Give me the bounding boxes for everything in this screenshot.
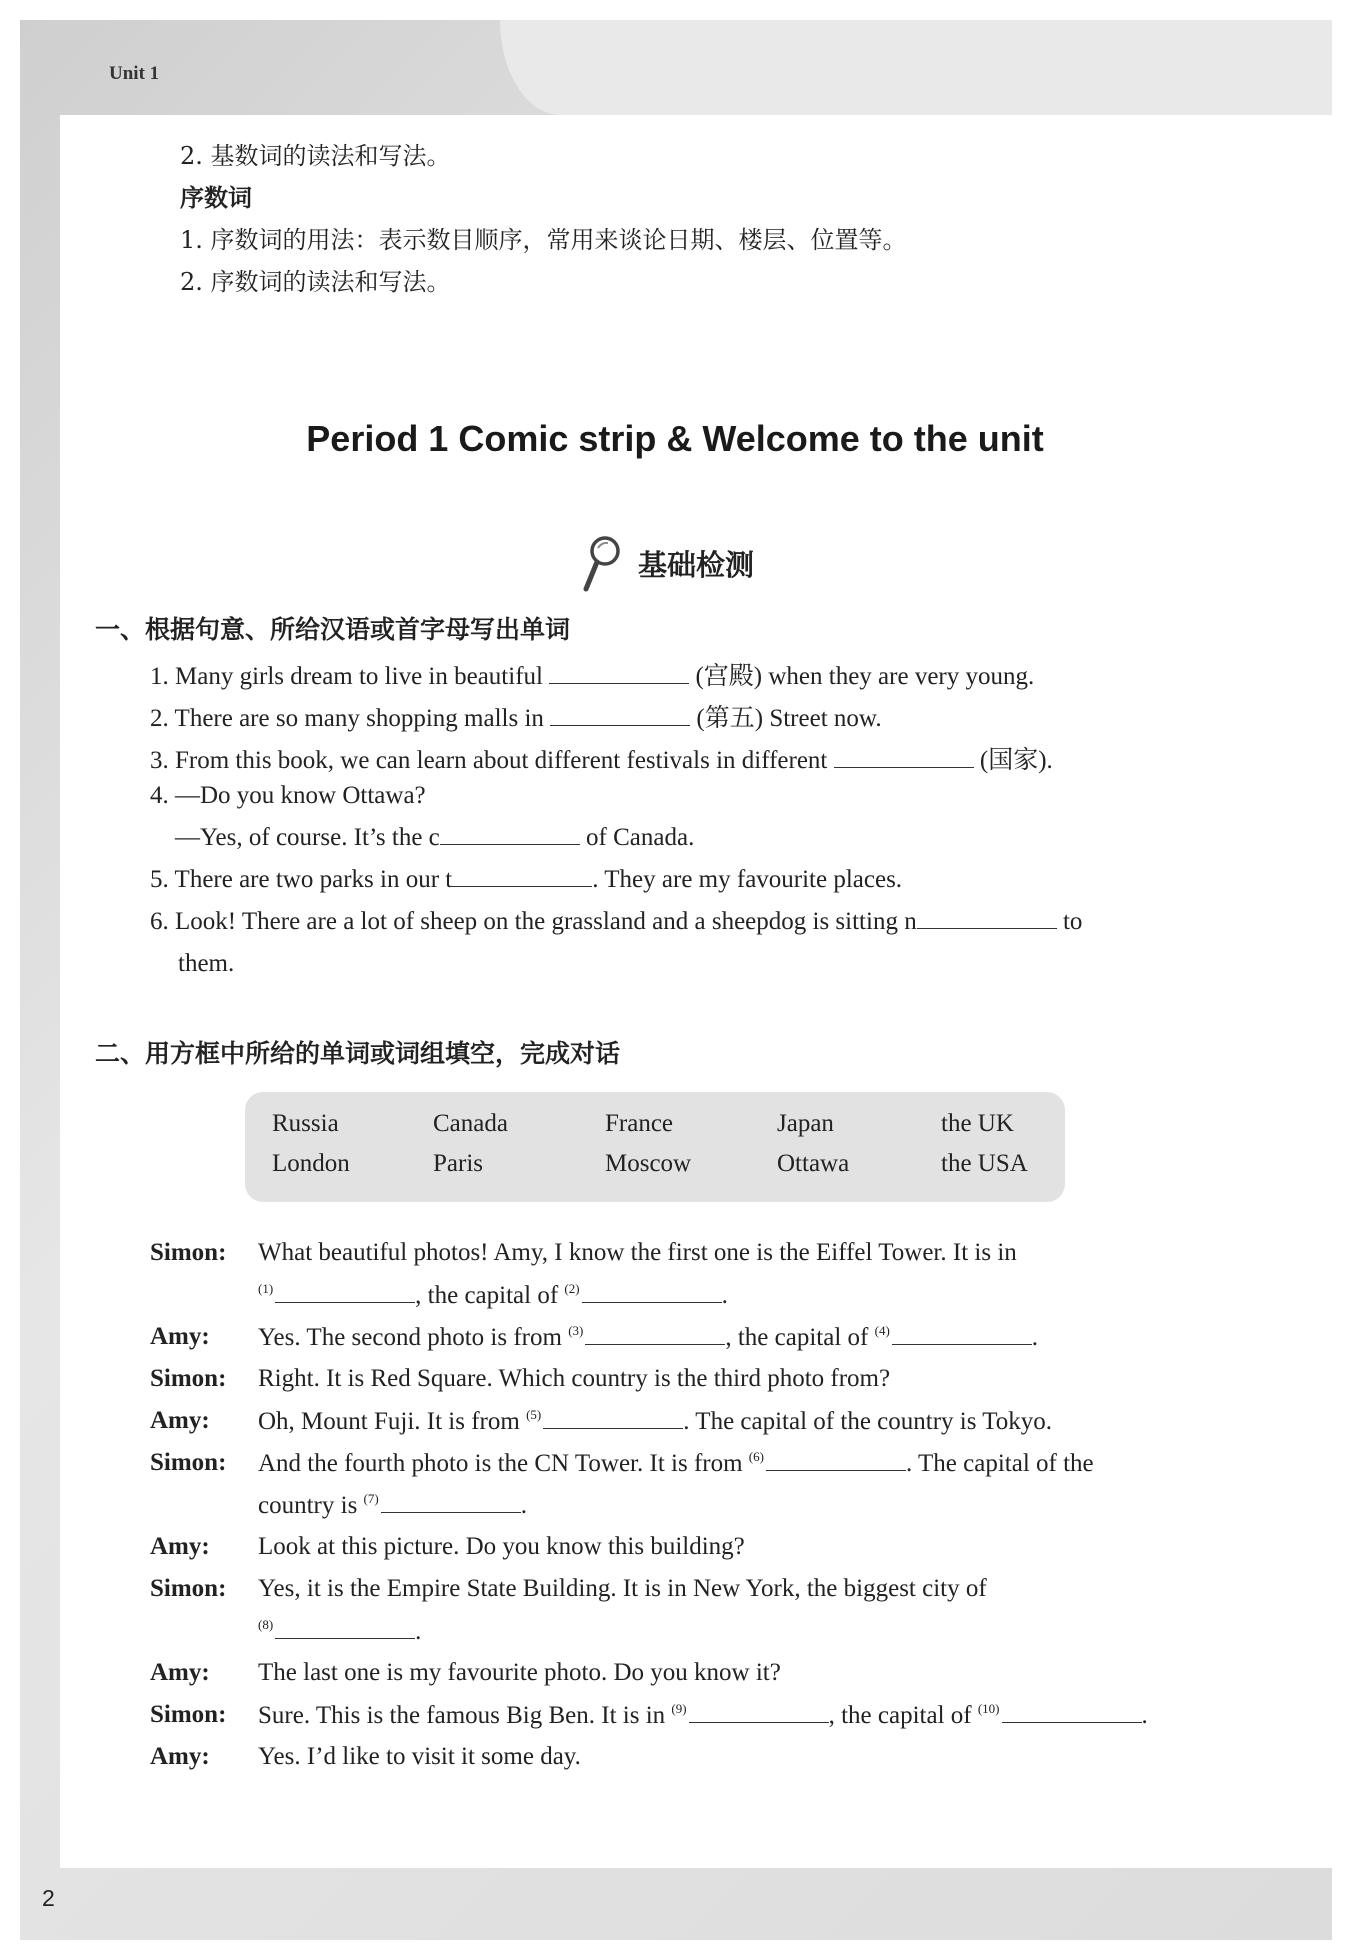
answer-blank[interactable] [582, 1282, 722, 1303]
answer-blank[interactable] [452, 866, 592, 887]
intro-line-3: 2. 序数词的读法和写法。 [180, 268, 451, 296]
dialogue-text: . The capital of the [905, 1450, 1094, 1477]
question-3-text-a: 3. From this book, we can learn about different festivals in different [150, 747, 834, 774]
magnifier-icon [580, 534, 622, 592]
speaker-simon: Simon: [150, 1365, 227, 1392]
dialogue-line [258, 1407, 1052, 1436]
question-1-text-b: (宫殿) when they are very young. [689, 663, 1035, 690]
dialogue-line [258, 1449, 1094, 1478]
unit-label: Unit 1 [109, 63, 160, 84]
word-option: Russia [272, 1110, 339, 1137]
question-5 [150, 866, 902, 894]
dialogue-text: . [721, 1282, 728, 1309]
blank-number: (7) [363, 1491, 379, 1506]
question-3 [150, 740, 1053, 776]
blank-number: (2) [564, 1281, 580, 1296]
dialogue-line [258, 1701, 1148, 1730]
dialogue-text: Oh, Mount Fuji. It is from [258, 1408, 527, 1435]
answer-blank[interactable] [275, 1282, 415, 1303]
dialogue-line: What beautiful photos! Amy, I know the first one is the Eiffel Tower. It is in [258, 1239, 1017, 1266]
answer-blank[interactable] [917, 908, 1057, 929]
word-option: Ottawa [777, 1150, 850, 1177]
answer-blank[interactable] [834, 747, 974, 768]
blank-number: (6) [748, 1449, 764, 1464]
answer-blank[interactable] [766, 1450, 906, 1471]
answer-blank[interactable] [689, 1702, 829, 1723]
word-option: Japan [777, 1110, 834, 1137]
question-6-text-b: to [1056, 908, 1083, 935]
blank-number: (9) [671, 1701, 687, 1716]
question-1-text-a: 1. Many girls dream to live in beautiful [150, 663, 550, 690]
dialogue-line [258, 1491, 527, 1520]
word-option: France [605, 1110, 674, 1137]
answer-blank[interactable] [549, 663, 689, 684]
intro-line-2: 1. 序数词的用法：表示数目顺序，常用来谈论日期、楼层、位置等。 [180, 226, 907, 254]
answer-blank[interactable] [440, 824, 580, 845]
dialogue-text: Yes. The second photo is from [258, 1324, 569, 1351]
dialogue-text: And the fourth photo is the CN Tower. It is from [258, 1450, 749, 1477]
speaker-simon: Simon: [150, 1449, 227, 1476]
subsection-label: 基础检测 [638, 547, 755, 582]
answer-blank[interactable] [585, 1324, 725, 1345]
question-6-text-a: 6. Look! There are a lot of sheep on the grassland and a sheepdog is sitting n [150, 908, 917, 935]
dialogue-line: The last one is my favourite photo. Do you know it? [258, 1659, 781, 1686]
question-4-text-a: —Yes, of course. It’s the c [175, 824, 440, 851]
dialogue-text: . [415, 1618, 422, 1645]
answer-blank[interactable] [892, 1324, 1032, 1345]
speaker-simon: Simon: [150, 1701, 227, 1728]
speaker-amy: Amy: [150, 1533, 210, 1560]
word-option: Canada [433, 1110, 508, 1137]
dialogue-line: Right. It is Red Square. Which country is the third photo from? [258, 1365, 891, 1392]
question-4-answer [175, 824, 694, 852]
question-2 [150, 698, 882, 734]
question-3-text-b: (国家). [973, 747, 1053, 774]
question-2-text-a: 2. There are so many shopping malls in [150, 705, 551, 732]
word-option: London [272, 1150, 350, 1177]
dialogue-text: , the capital of [415, 1282, 565, 1309]
dialogue-text: , the capital of [828, 1702, 978, 1729]
answer-blank[interactable] [381, 1492, 521, 1513]
intro-line-1: 2. 基数词的读法和写法。 [180, 142, 451, 170]
blank-number: (5) [526, 1407, 542, 1422]
blank-number: (10) [977, 1701, 1000, 1716]
answer-blank[interactable] [550, 705, 690, 726]
question-2-text-b: (第五) Street now. [690, 705, 882, 732]
section2-title: 二、用方框中所给的单词或词组填空，完成对话 [95, 1039, 621, 1068]
blank-number: (4) [874, 1323, 890, 1338]
question-4: 4. —Do you know Ottawa? [150, 782, 426, 809]
dialogue-text: . The capital of the country is Tokyo. [683, 1408, 1053, 1435]
section1-title: 一、根据句意、所给汉语或首字母写出单词 [95, 615, 571, 644]
content-panel [60, 115, 1332, 1868]
period-title: Period 1 Comic strip & Welcome to the unit [306, 418, 1044, 459]
speaker-amy: Amy: [150, 1743, 210, 1770]
dialogue-line [258, 1617, 421, 1646]
dialogue-text: . [1031, 1324, 1039, 1351]
word-option: the USA [941, 1150, 1028, 1177]
question-1 [150, 656, 1034, 692]
dialogue-line: Yes. I’d like to visit it some day. [258, 1743, 581, 1770]
blank-number: (3) [568, 1323, 584, 1338]
page-number: 2 [42, 1885, 55, 1911]
intro-heading: 序数词 [180, 184, 252, 212]
question-6-cont: them. [178, 950, 235, 977]
question-6 [150, 908, 1082, 936]
answer-blank[interactable] [1002, 1702, 1142, 1723]
dialogue-text: , the capital of [725, 1324, 875, 1351]
word-box [245, 1092, 1065, 1202]
blank-number: (8) [258, 1617, 274, 1632]
word-option: Paris [433, 1150, 483, 1177]
speaker-simon: Simon: [150, 1239, 227, 1266]
speaker-amy: Amy: [150, 1323, 210, 1350]
question-5-text-b: . They are my favourite places. [592, 866, 903, 893]
dialogue-line [258, 1281, 728, 1310]
dialogue-text: . [1141, 1702, 1148, 1729]
blank-number: (1) [258, 1281, 274, 1296]
answer-blank[interactable] [275, 1618, 415, 1639]
dialogue-text: country is [258, 1492, 364, 1519]
dialogue-text: Sure. This is the famous Big Ben. It is in [258, 1702, 672, 1729]
dialogue-text: . [520, 1492, 527, 1519]
answer-blank[interactable] [543, 1408, 683, 1429]
dialogue-line: Look at this picture. Do you know this building? [258, 1533, 745, 1560]
word-option: Moscow [605, 1150, 692, 1177]
question-5-text-a: 5. There are two parks in our t [150, 866, 453, 893]
speaker-amy: Amy: [150, 1659, 210, 1686]
dialogue-line [258, 1323, 1038, 1352]
subsection-heading [580, 534, 754, 592]
dialogue-line: Yes, it is the Empire State Building. It is in New York, the biggest city of [258, 1575, 987, 1602]
speaker-simon: Simon: [150, 1575, 227, 1602]
word-option: the UK [941, 1110, 1014, 1137]
header-band [500, 20, 1332, 115]
speaker-amy: Amy: [150, 1407, 210, 1434]
question-4-text-b: of Canada. [579, 824, 695, 851]
